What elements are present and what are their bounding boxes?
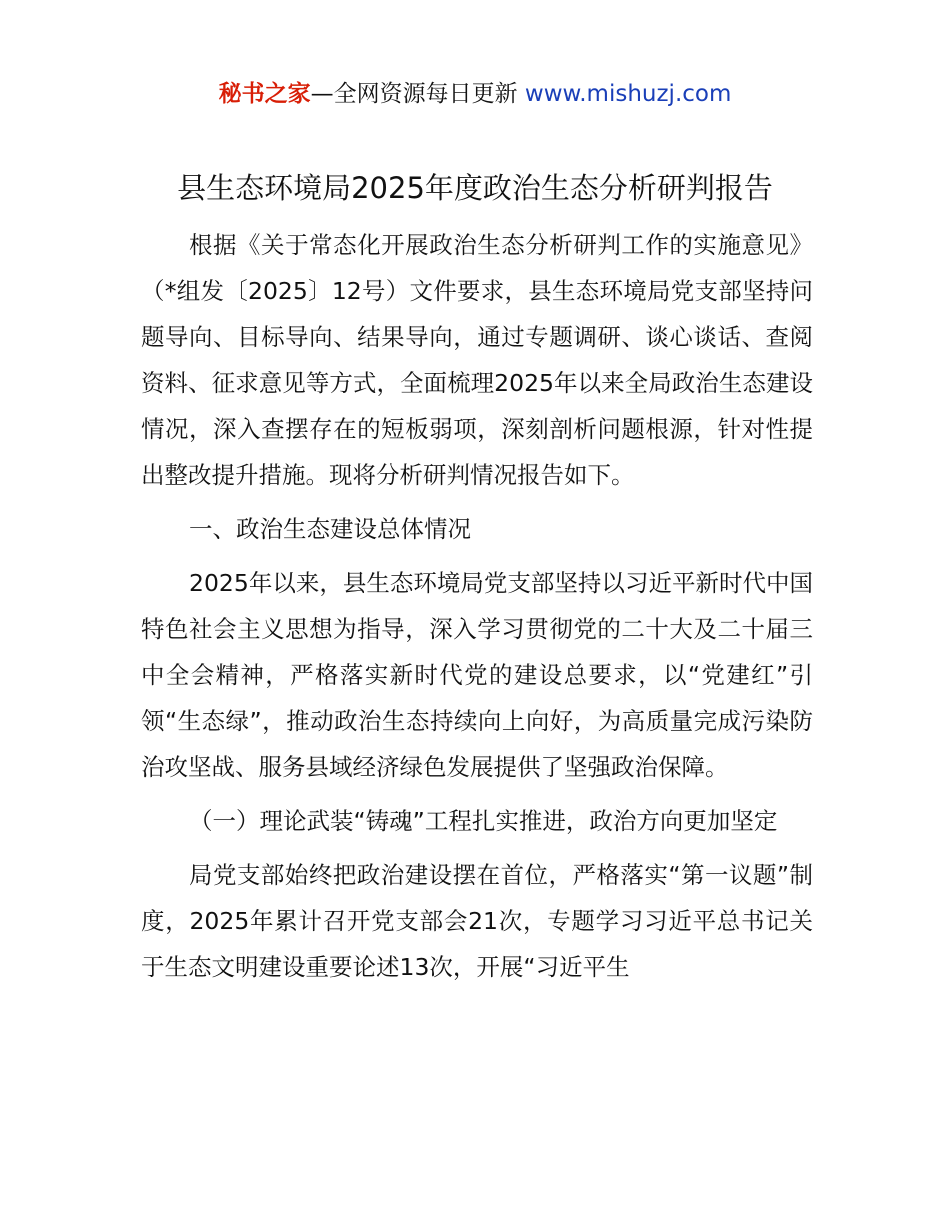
site-header [0, 78, 950, 110]
site-brand: 秘书之家 [218, 81, 311, 107]
theory-paragraph: 局党支部始终把政治建设摆在首位，严格落实“第一议题”制度，2025年累计召开党支部会21次，专题学习习近平总书记关于生态文明建设重要论述13次，开展“习近平生 [141, 861, 813, 981]
intro-paragraph: 根据《关于常态化开展政治生态分析研判工作的实施意见》（*组发〔2025〕12号）文件要求，县生态环境局党支部坚持问题导向、目标导向、结果导向，通过专题调研、谈心谈话、查阅资料、征求意见等方式，全面梳理2025年以来全局政治生态建设情况，深入查摆存在的短板弱项，深刻剖析问题根源，针对性提出整改提升措施。现将分析研判情况报告如下。 [141, 231, 813, 489]
site-tagline: —全网资源每日更新 [310, 81, 525, 107]
section-heading-1: 一、政治生态建设总体情况 [189, 515, 471, 543]
site-url-link[interactable]: www.mishuzj.com [524, 81, 732, 107]
document-title: 县生态环境局2025年度政治生态分析研判报告 [177, 171, 773, 205]
document-body [141, 222, 813, 990]
overview-paragraph: 2025年以来，县生态环境局党支部坚持以习近平新时代中国特色社会主义思想为指导，深入学习贯彻党的二十大及二十届三中全会精神，严格落实新时代党的建设总要求，以“党建红”引领“生态绿”，推动政治生态持续向上向好，为高质量完成污染防治攻坚战、服务县域经济绿色发展提供了坚强政治保障。 [141, 569, 813, 781]
subsection-heading-1: （一）理论武装“铸魂”工程扎实推进，政治方向更加坚定 [189, 807, 778, 835]
